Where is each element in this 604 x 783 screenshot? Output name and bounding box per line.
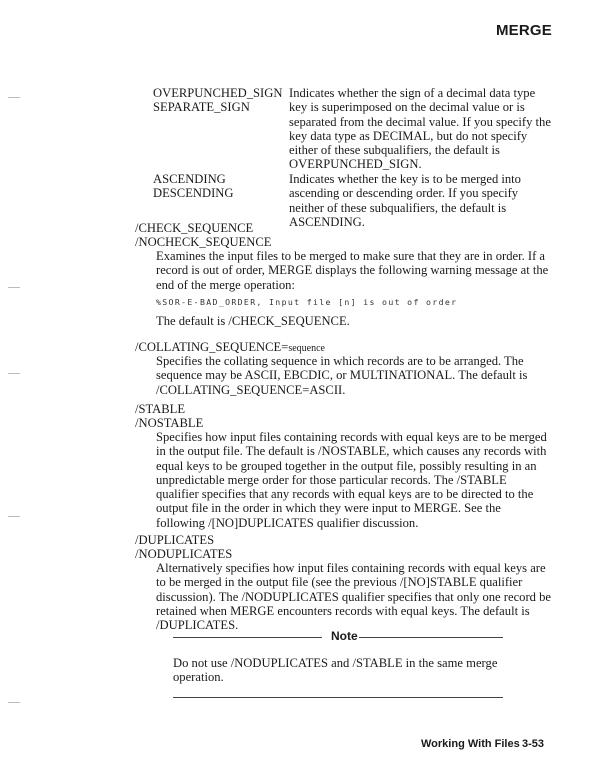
switch-check-sequence: /CHECK_SEQUENCE (135, 221, 254, 235)
footer-page-number: 3-53 (522, 738, 545, 750)
margin-mark (8, 97, 20, 98)
switch-nocheck-sequence: /NOCHECK_SEQUENCE (135, 235, 272, 249)
note-rule-left (173, 637, 322, 638)
stable-description: Specifies how input files containing records with equal keys are to be merged in the output file. The default is /NOSTABLE, which causes any records with equal keys to be grouped together in the output file, possibly resulting in an unpredictable merge order for those particular records. The /STABLE qualifier specifies that any records with equal keys are to be directed to the output file in the order in which they were input to MERGE. See the following /[NO]DUPLICATES qualifier discussion. (156, 430, 547, 530)
check-sequence-default: The default is /CHECK_SEQUENCE. (156, 314, 350, 328)
margin-mark (8, 373, 20, 374)
check-sequence-description: Examines the input files to be merged to make sure that they are in order. If a record is out of order, MERGE displays the following warning message at the end of the merge operation: (156, 249, 549, 292)
qualifier-name-overpunched: OVERPUNCHED_SIGN (153, 86, 283, 100)
margin-mark (8, 287, 20, 288)
note-text: Do not use /NODUPLICATES and /STABLE in the same merge operation. (173, 656, 498, 685)
note-rule-right (359, 637, 503, 638)
qualifier-name-descending: DESCENDING (153, 186, 234, 200)
warning-message-code: %SOR-E-BAD_ORDER, Input file [n] is out of order (156, 297, 458, 307)
switch-nostable: /NOSTABLE (135, 416, 204, 430)
note-rule-bottom (173, 697, 503, 698)
switch-stable: /STABLE (135, 402, 186, 416)
switch-noduplicates: /NODUPLICATES (135, 547, 233, 561)
margin-mark (8, 702, 20, 703)
footer-section-title: Working With Files (421, 738, 520, 750)
duplicates-description: Alternatively specifies how input files containing records with equal keys are to be merged in the output file (see the previous /[NO]STABLE qualifier discussion). The /NODUPLICATES qualifier specifies that only one record be retained when MERGE encounters records with equal keys. The default is /DUPLICATES. (156, 561, 551, 633)
qualifier-name-separate: SEPARATE_SIGN (153, 100, 250, 114)
collating-sequence-description: Specifies the collating sequence in which records are to be arranged. The sequence may be ASCII, EBCDIC, or MULTINATIONAL. The default is /COLLATING_SEQUENCE=ASCII. (156, 354, 528, 397)
margin-mark (8, 516, 20, 517)
page-header-title: MERGE (495, 22, 552, 39)
qualifier-description-sign: Indicates whether the sign of a decimal data type key is superimposed on the decimal value or is separated from the decimal value. If you specify the key data type as DECIMAL, but do not specify either of these subqualifiers, the default is OVERPUNCHED_SIGN. (289, 86, 551, 172)
collating-sequence-name: /COLLATING_SEQUENCE= (135, 340, 289, 354)
note-label: Note (331, 629, 358, 643)
qualifier-name-ascending: ASCENDING (153, 172, 226, 186)
qualifier-description-order: Indicates whether the key is to be merged into ascending or descending order. If you specify neither of these subqualifiers, the default is ASCENDING. (289, 172, 521, 229)
switch-duplicates: /DUPLICATES (135, 533, 215, 547)
collating-sequence-value: sequence (288, 343, 325, 354)
